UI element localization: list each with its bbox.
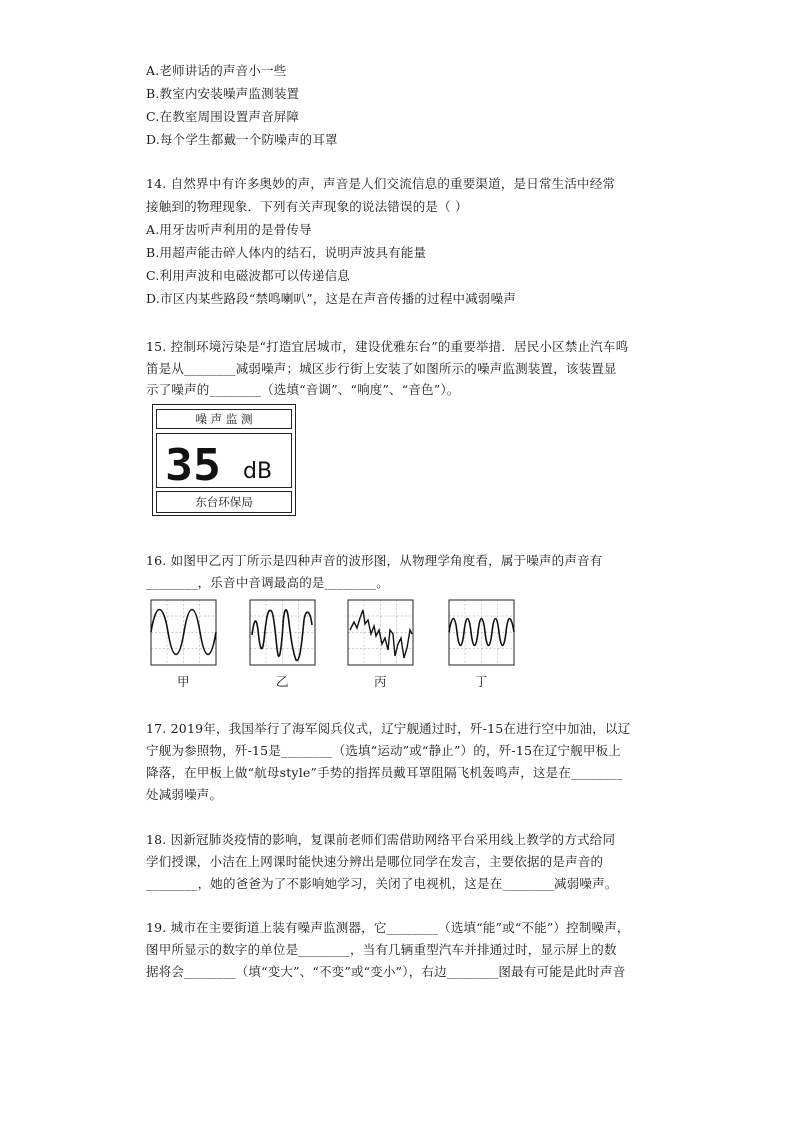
waveform-bing bbox=[348, 600, 413, 665]
noise-reading: 35 bbox=[165, 440, 221, 487]
q18-stem-line-1: 18. 因新冠肺炎疫情的影响，复课前老师们需借助网络平台采用线上教学的方式给同 bbox=[146, 832, 616, 847]
waveform-jia bbox=[151, 600, 216, 665]
q16-stem-line-2: ________，乐音中音调最高的是________。 bbox=[146, 575, 389, 590]
q13-option-a: A.老师讲话的声音小一些 bbox=[146, 63, 287, 78]
waveform-yi bbox=[250, 600, 315, 665]
q14-option-d: D.市区内某些路段“禁鸣喇叭”，这是在声音传播的过程中减弱噪声 bbox=[146, 291, 517, 306]
q14-stem-line-2: 接触到的物理现象．下列有关声现象的说法错误的是（ ） bbox=[146, 199, 468, 214]
q15-stem-line-3: 示了噪声的________（选填“音调”、“响度”、“音色”）。 bbox=[146, 382, 460, 397]
waveform-label-yi: 乙 bbox=[276, 674, 289, 689]
q17-stem-line-2: 宁舰为参照物，歼-15是________（选填“运动”或“静止”）的，歼-15在辽宁舰甲板上 bbox=[146, 743, 622, 758]
noise-unit: dB bbox=[243, 459, 273, 484]
waveform-ding bbox=[449, 600, 514, 665]
q14-option-c: C.利用声波和电磁波都可以传递信息 bbox=[146, 268, 350, 283]
waveform-label-jia: 甲 bbox=[177, 674, 190, 689]
waveform-label-ding: 丁 bbox=[475, 674, 488, 689]
noise-monitor-title: 噪 声 监 测 bbox=[156, 409, 292, 429]
q18-stem-line-3: ________，她的爸爸为了不影响她学习，关闭了电视机，这是在________减弱噪声。 bbox=[146, 876, 618, 891]
q17-stem-line-1: 17. 2019年，我国举行了海军阅兵仪式，辽宁舰通过时，歼-15在进行空中加油，以辽 bbox=[146, 721, 631, 736]
q17-stem-line-3: 降落，在甲板上做“航母style”手势的指挥员戴耳罩阻隔飞机轰鸣声，这是在________ bbox=[146, 765, 623, 780]
q13-option-b: B.教室内安装噪声监测装置 bbox=[146, 86, 300, 101]
q15-stem-line-2: 笛是从________减弱噪声；城区步行街上安装了如图所示的噪声监测装置，该装置显 bbox=[146, 361, 617, 376]
q19-stem-line-1: 19. 城市在主要街道上装有噪声监测器，它________（选填“能”或“不能”）控制噪声， bbox=[146, 920, 630, 935]
noise-monitor-footer: 东台环保局 bbox=[156, 491, 292, 513]
q14-stem-line-1: 14. 自然界中有许多奥妙的声，声音是人们交流信息的重要渠道，是日常生活中经常 bbox=[146, 176, 616, 191]
q19-stem-line-2: 图甲所显示的数字的单位是________，当有几辆重型汽车并排通过时，显示屏上的数 bbox=[146, 942, 617, 957]
q13-option-d: D.每个学生都戴一个防噪声的耳罩 bbox=[146, 132, 338, 147]
q13-option-c: C.在教室周围设置声音屏障 bbox=[146, 109, 300, 124]
q16-stem-line-1: 16. 如图甲乙丙丁所示是四种声音的波形图，从物理学角度看，属于噪声的声音有 bbox=[146, 553, 603, 568]
q17-stem-line-4: 处减弱噪声。 bbox=[146, 787, 223, 802]
q15-stem-line-1: 15. 控制环境污染是“打造宜居城市，建设优雅东台”的重要举措．居民小区禁止汽车鸣 bbox=[146, 339, 629, 354]
q14-option-a: A.用牙齿听声利用的是骨传导 bbox=[146, 222, 312, 237]
q18-stem-line-2: 学们授课，小洁在上网课时能快速分辨出是哪位同学在发言，主要依据的是声音的 bbox=[146, 854, 604, 869]
q14-option-b: B.用超声能击碎人体内的结石，说明声波具有能量 bbox=[146, 245, 427, 260]
waveform-label-bing: 丙 bbox=[374, 674, 387, 689]
q19-stem-line-3: 据将会________（填“变大”、“不变”或“变小”），右边________图最有可能是此时声音 bbox=[146, 964, 626, 979]
